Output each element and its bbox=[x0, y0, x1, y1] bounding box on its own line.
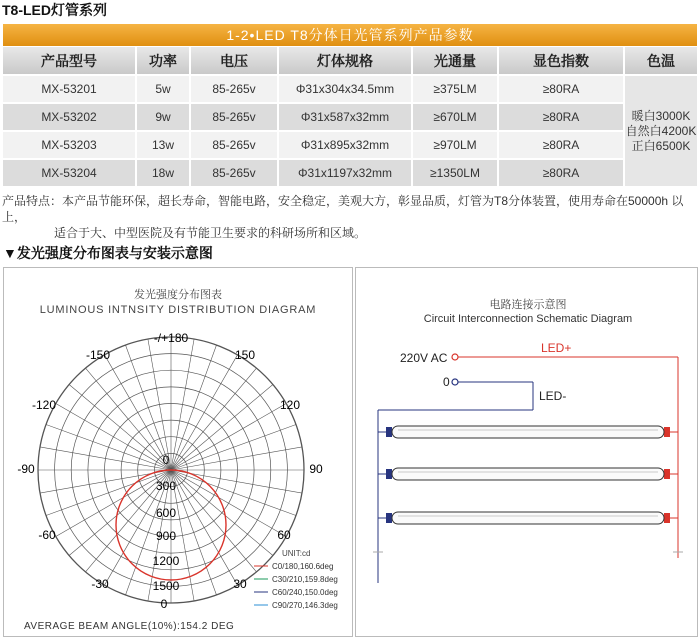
features-line-2: 适合于大、中型医院及有节能卫生要求的科研场所和区域。 bbox=[54, 226, 367, 240]
page-title: T8-LED灯管系列 bbox=[2, 2, 107, 18]
zero-label: 0 bbox=[443, 375, 450, 389]
cell-voltage: 85-265v bbox=[191, 130, 279, 158]
polar-diagram bbox=[4, 268, 352, 636]
radial-label-0: 0 bbox=[162, 453, 170, 467]
angle-label-m120: -120 bbox=[31, 398, 57, 412]
cell-cri: ≥80RA bbox=[499, 130, 625, 158]
cell-voltage: 85-265v bbox=[191, 102, 279, 130]
cell-flux: ≥670LM bbox=[413, 102, 499, 130]
cell-cri: ≥80RA bbox=[499, 158, 625, 186]
circuit-diagram-panel bbox=[355, 267, 698, 637]
color-temp-natural: 自然白4200K bbox=[625, 123, 697, 138]
circuit-title-en: Circuit Interconnection Schematic Diagram bbox=[423, 313, 633, 325]
color-temp-cool: 正白6500K bbox=[631, 138, 691, 153]
led-tube bbox=[378, 426, 678, 438]
angle-label-m60: -60 bbox=[38, 528, 56, 542]
cell-flux: ≥970LM bbox=[413, 130, 499, 158]
header-size: 灯体规格 bbox=[279, 47, 413, 74]
led-tube bbox=[378, 468, 678, 480]
header-voltage: 电压 bbox=[191, 47, 279, 74]
radial-label-900: 900 bbox=[155, 529, 177, 543]
cell-voltage: 85-265v bbox=[191, 74, 279, 102]
angle-label-p30: 30 bbox=[233, 577, 247, 591]
cell-size: Φ31x587x32mm bbox=[279, 102, 413, 130]
table-row bbox=[3, 130, 697, 158]
table-header-row bbox=[3, 47, 697, 74]
radial-label-300: 300 bbox=[155, 479, 177, 493]
cell-model: MX-53204 bbox=[3, 158, 137, 186]
polar-title-cn: 发光强度分布图表 bbox=[134, 289, 222, 301]
legend-entry: C60/240,150.0deg bbox=[272, 588, 338, 597]
features-line-1: 产品特点：本产品节能环保，超长寿命，智能电路，安全稳定，美观大方，彰显品质，灯管为T8分体装置，使用寿命在50000h 以上， bbox=[2, 194, 684, 224]
table-row bbox=[3, 158, 697, 186]
cell-voltage: 85-265v bbox=[191, 158, 279, 186]
beam-angle-note: AVERAGE BEAM ANGLE(10%):154.2 DEG bbox=[24, 621, 235, 632]
radial-label-600: 600 bbox=[155, 506, 177, 520]
cell-power: 18w bbox=[137, 158, 191, 186]
cell-flux: ≥375LM bbox=[413, 74, 499, 102]
cell-model: MX-53202 bbox=[3, 102, 137, 130]
cell-power: 13w bbox=[137, 130, 191, 158]
angle-label-180: -/+180 bbox=[153, 331, 189, 345]
cell-model: MX-53203 bbox=[3, 130, 137, 158]
cell-size: Φ31x895x32mm bbox=[279, 130, 413, 158]
cell-color-temp bbox=[625, 74, 697, 186]
table-row bbox=[3, 102, 697, 130]
angle-label-p90: 90 bbox=[309, 462, 323, 476]
cell-power: 9w bbox=[137, 102, 191, 130]
neutral-terminal bbox=[452, 379, 458, 385]
table-banner: 1-2•LED T8分体日光管系列产品参数 bbox=[3, 24, 697, 46]
angle-label-m150: -150 bbox=[85, 348, 111, 362]
circuit-diagram bbox=[356, 268, 697, 636]
header-power: 功率 bbox=[137, 47, 191, 74]
cell-model: MX-53201 bbox=[3, 74, 137, 102]
cell-flux: ≥1350LM bbox=[413, 158, 499, 186]
product-features bbox=[2, 193, 698, 241]
cell-power: 5w bbox=[137, 74, 191, 102]
ac-label: 220V AC bbox=[400, 351, 448, 365]
legend-entry: C30/210,159.8deg bbox=[272, 575, 338, 584]
angle-label-0: 0 bbox=[160, 597, 168, 611]
angle-label-m90: -90 bbox=[17, 462, 35, 476]
legend-unit: UNIT:cd bbox=[282, 549, 311, 558]
led-plus-label: LED+ bbox=[541, 341, 572, 355]
cell-cri: ≥80RA bbox=[499, 102, 625, 130]
header-cri: 显色指数 bbox=[499, 47, 625, 74]
angle-label-p150: 150 bbox=[234, 348, 256, 362]
tube-group bbox=[378, 426, 678, 524]
radial-label-1500: 1500 bbox=[152, 579, 180, 593]
angle-label-m30: -30 bbox=[91, 577, 109, 591]
header-flux: 光通量 bbox=[413, 47, 499, 74]
polar-diagram-panel bbox=[3, 267, 353, 637]
legend-entry: C90/270,146.3deg bbox=[272, 601, 338, 610]
legend-entry: C0/180,160.6deg bbox=[272, 562, 334, 571]
table-row bbox=[3, 74, 697, 102]
circuit-title-cn: 电路连接示意图 bbox=[489, 299, 567, 311]
cell-size: Φ31x304x34.5mm bbox=[279, 74, 413, 102]
led-minus-label: LED- bbox=[539, 389, 567, 403]
radial-label-1200: 1200 bbox=[152, 554, 180, 568]
section-title: ▼发光强度分布图表与安装示意图 bbox=[3, 245, 213, 261]
polar-legend bbox=[254, 549, 338, 610]
ac-terminal bbox=[452, 354, 458, 360]
header-model: 产品型号 bbox=[3, 47, 137, 74]
polar-title-en: LUMINOUS INTNSITY DISTRIBUTION DIAGRAM bbox=[39, 304, 317, 316]
cell-size: Φ31x1197x32mm bbox=[279, 158, 413, 186]
angle-label-p120: 120 bbox=[279, 398, 301, 412]
cell-cri: ≥80RA bbox=[499, 74, 625, 102]
color-temp-warm: 暖白3000K bbox=[631, 108, 691, 123]
angle-label-p60: 60 bbox=[277, 528, 291, 542]
header-color-temp: 色温 bbox=[625, 47, 697, 74]
spec-table bbox=[3, 47, 697, 186]
led-tube bbox=[378, 512, 678, 524]
